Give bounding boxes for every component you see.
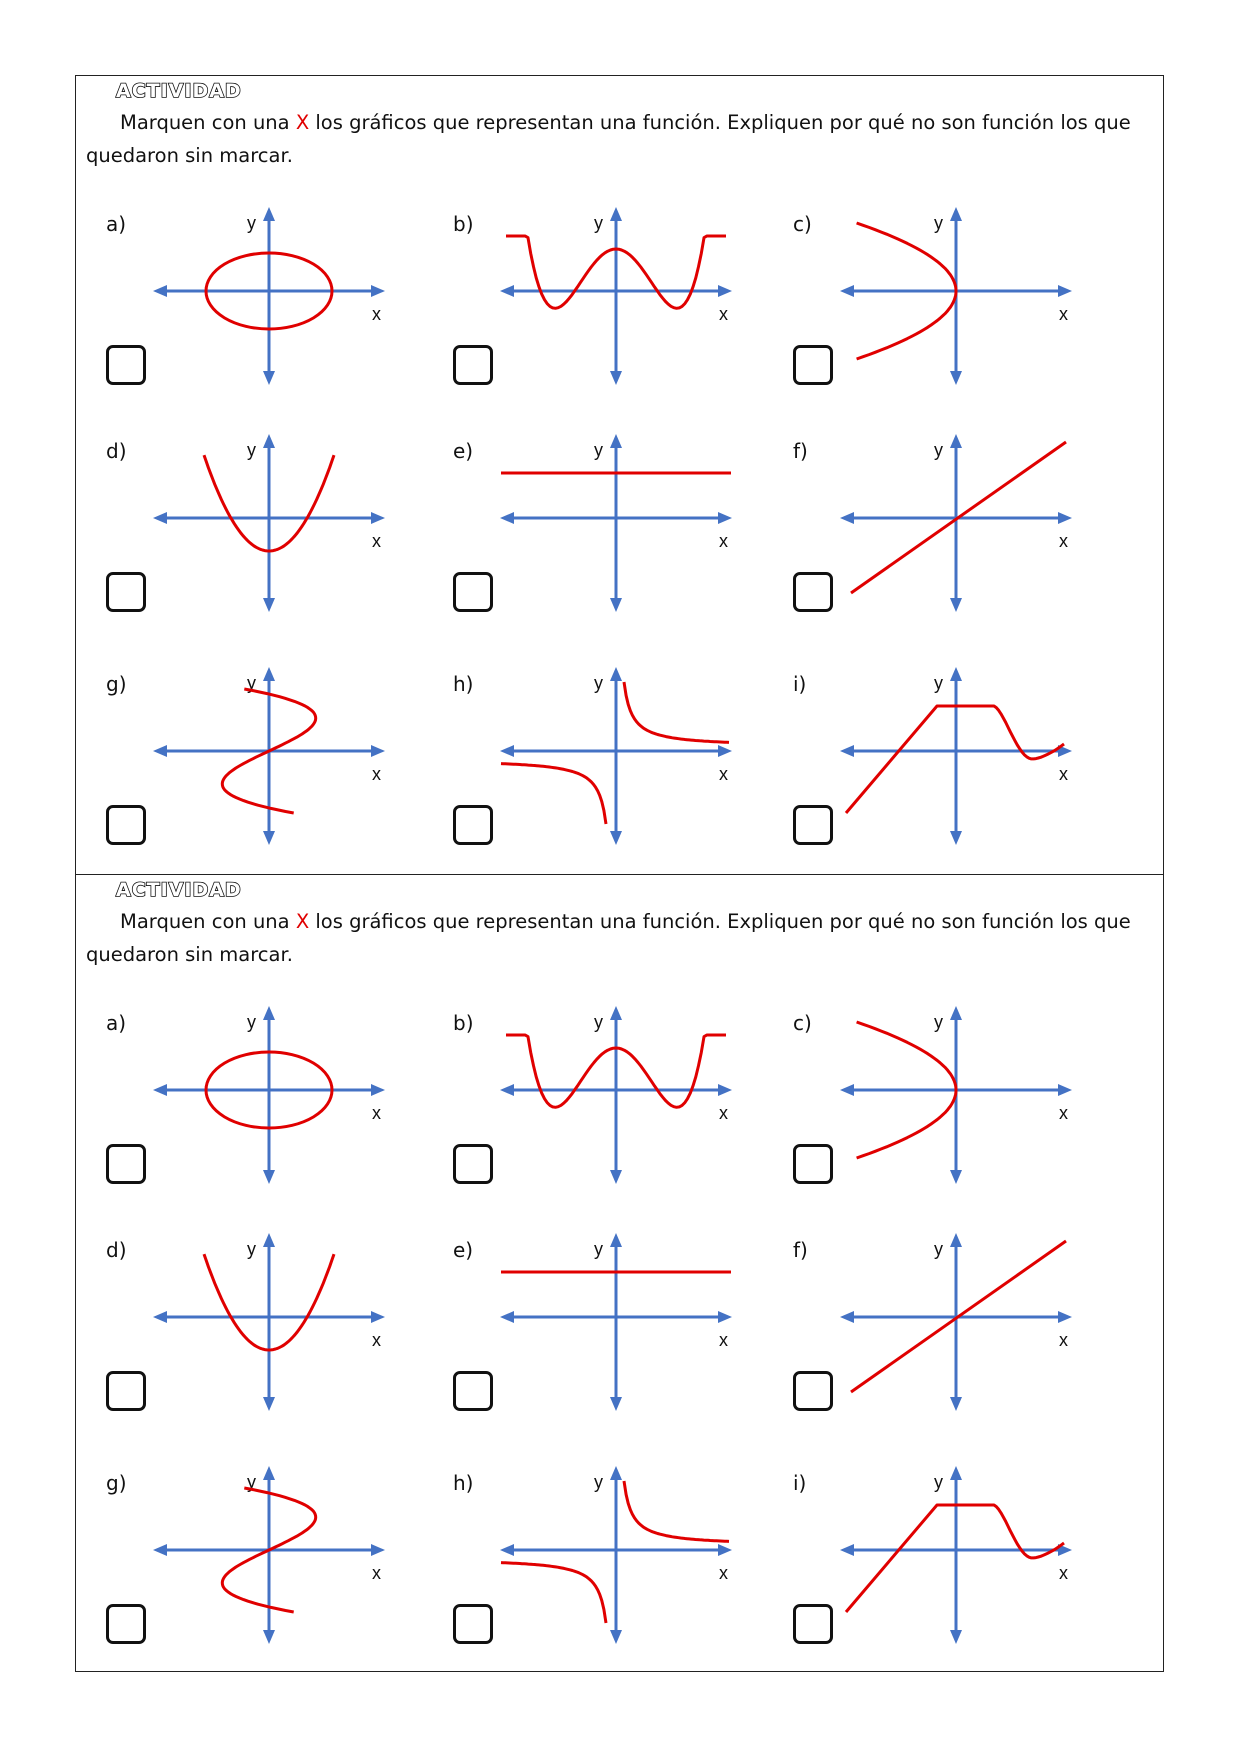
y-axis-arrow-up-icon: [610, 1006, 622, 1020]
y-axis-label: y: [594, 673, 603, 693]
graph-label: f): [793, 1238, 808, 1262]
y-axis-arrow-down-icon: [610, 598, 622, 612]
graph-d: [106, 434, 385, 612]
y-axis-arrow-up-icon: [610, 434, 622, 448]
y-axis-arrow-down-icon: [610, 1170, 622, 1184]
x-axis-arrow-left-icon: [153, 1544, 167, 1556]
y-axis-arrow-up-icon: [950, 667, 962, 681]
graph-label: a): [106, 1011, 127, 1035]
graph-d: [106, 1233, 385, 1411]
graph-c: [793, 207, 1072, 385]
x-axis-label: x: [372, 531, 381, 551]
checkbox-a[interactable]: [106, 345, 146, 385]
y-axis-label: y: [594, 1012, 603, 1032]
x-axis-label: x: [1059, 1103, 1068, 1123]
graph-label: g): [106, 672, 127, 696]
y-axis-label: y: [247, 673, 256, 693]
y-axis-arrow-up-icon: [610, 667, 622, 681]
y-axis-label: y: [247, 1472, 256, 1492]
x-axis-label: x: [719, 764, 728, 784]
y-axis-label: y: [934, 440, 943, 460]
graph-label: e): [453, 439, 474, 463]
instruction-part: los gráficos que representan una función. Expliquen por qué no son función los que quedaron sin marcar.: [86, 111, 1131, 167]
x-axis-label: x: [372, 764, 381, 784]
x-axis-label: x: [719, 1563, 728, 1583]
graph-label: f): [793, 439, 808, 463]
graph-b: [453, 1006, 732, 1184]
activity-title: ACTIVIDAD: [116, 879, 242, 901]
y-axis-arrow-up-icon: [263, 434, 275, 448]
x-axis-label: x: [1059, 531, 1068, 551]
graph-label: g): [106, 1471, 127, 1495]
x-axis-arrow-left-icon: [153, 285, 167, 297]
x-axis-label: x: [719, 1103, 728, 1123]
x-axis-arrow-right-icon: [1058, 512, 1072, 524]
y-axis-arrow-down-icon: [950, 1397, 962, 1411]
graph-label: h): [453, 1471, 474, 1495]
x-axis-label: x: [372, 304, 381, 324]
x-axis-arrow-right-icon: [718, 1084, 732, 1096]
graph-c: [793, 1006, 1072, 1184]
activity-section: [76, 874, 1163, 1673]
instruction-part: Marquen con una: [120, 910, 296, 933]
instruction-part: Marquen con una: [120, 111, 296, 134]
graph-label: d): [106, 1238, 127, 1262]
y-axis-arrow-up-icon: [950, 207, 962, 221]
y-axis-arrow-down-icon: [263, 1630, 275, 1644]
y-axis-arrow-down-icon: [950, 831, 962, 845]
graph-i: [793, 667, 1072, 845]
graph-label: d): [106, 439, 127, 463]
x-mark-symbol: X: [295, 910, 310, 933]
y-axis-label: y: [934, 673, 943, 693]
graph-label: a): [106, 212, 127, 236]
x-axis-arrow-left-icon: [840, 1544, 854, 1556]
x-axis-label: x: [372, 1330, 381, 1350]
checkbox-h[interactable]: [453, 805, 493, 845]
y-axis-arrow-up-icon: [950, 1233, 962, 1247]
checkbox-b[interactable]: [453, 1144, 493, 1184]
x-axis-arrow-right-icon: [718, 512, 732, 524]
graph-f: [793, 434, 1072, 612]
y-axis-arrow-up-icon: [263, 1233, 275, 1247]
x-axis-arrow-right-icon: [371, 745, 385, 757]
x-axis-arrow-right-icon: [371, 512, 385, 524]
x-axis-arrow-right-icon: [718, 1544, 732, 1556]
worksheet: [75, 75, 1164, 1672]
x-axis-arrow-right-icon: [371, 1544, 385, 1556]
x-axis-arrow-left-icon: [500, 285, 514, 297]
y-axis-arrow-down-icon: [263, 598, 275, 612]
y-axis-arrow-down-icon: [950, 1630, 962, 1644]
x-axis-arrow-right-icon: [1058, 1084, 1072, 1096]
x-axis-arrow-left-icon: [840, 1311, 854, 1323]
y-axis-arrow-up-icon: [263, 1466, 275, 1480]
y-axis-arrow-down-icon: [950, 371, 962, 385]
y-axis-arrow-up-icon: [610, 1233, 622, 1247]
x-axis-arrow-left-icon: [500, 1084, 514, 1096]
activity-section: [76, 76, 1163, 874]
y-axis-label: y: [247, 213, 256, 233]
activity-title: ACTIVIDAD: [116, 80, 242, 102]
graph-b: [453, 207, 732, 385]
x-axis-arrow-right-icon: [371, 1084, 385, 1096]
x-axis-arrow-left-icon: [153, 512, 167, 524]
y-axis-arrow-down-icon: [263, 831, 275, 845]
x-axis-arrow-right-icon: [371, 285, 385, 297]
graph-a: [106, 207, 385, 385]
checkbox-d[interactable]: [106, 1371, 146, 1411]
y-axis-label: y: [934, 1472, 943, 1492]
x-axis-arrow-right-icon: [1058, 285, 1072, 297]
checkbox-h[interactable]: [453, 1604, 493, 1644]
graph-i: [793, 1466, 1072, 1644]
y-axis-arrow-down-icon: [263, 1170, 275, 1184]
y-axis-label: y: [594, 213, 603, 233]
checkbox-a[interactable]: [106, 1144, 146, 1184]
checkbox-i[interactable]: [793, 805, 833, 845]
checkbox-e[interactable]: [453, 572, 493, 612]
graph-e: [453, 1233, 732, 1411]
checkbox-b[interactable]: [453, 345, 493, 385]
x-axis-arrow-right-icon: [718, 285, 732, 297]
graph-label: b): [453, 1011, 474, 1035]
checkbox-c[interactable]: [793, 1144, 833, 1184]
x-axis-arrow-left-icon: [153, 1311, 167, 1323]
y-axis-arrow-down-icon: [610, 1397, 622, 1411]
x-axis-arrow-right-icon: [718, 1311, 732, 1323]
x-axis-arrow-right-icon: [718, 745, 732, 757]
x-axis-label: x: [1059, 764, 1068, 784]
x-axis-label: x: [372, 1103, 381, 1123]
x-axis-label: x: [1059, 1330, 1068, 1350]
x-axis-arrow-left-icon: [840, 285, 854, 297]
y-axis-label: y: [934, 213, 943, 233]
y-axis-arrow-up-icon: [950, 434, 962, 448]
graph-label: h): [453, 672, 474, 696]
y-axis-label: y: [594, 440, 603, 460]
x-mark-symbol: X: [295, 111, 310, 134]
x-axis-arrow-left-icon: [500, 1544, 514, 1556]
y-axis-arrow-down-icon: [950, 1170, 962, 1184]
x-axis-arrow-left-icon: [153, 745, 167, 757]
checkbox-d[interactable]: [106, 572, 146, 612]
y-axis-arrow-up-icon: [263, 207, 275, 221]
graph-label: i): [793, 1471, 807, 1495]
x-axis-label: x: [372, 1563, 381, 1583]
x-axis-arrow-left-icon: [840, 745, 854, 757]
checkbox-e[interactable]: [453, 1371, 493, 1411]
y-axis-label: y: [247, 1012, 256, 1032]
graph-label: i): [793, 672, 807, 696]
x-axis-arrow-left-icon: [840, 512, 854, 524]
checkbox-g[interactable]: [106, 805, 146, 845]
x-axis-label: x: [1059, 304, 1068, 324]
checkbox-f[interactable]: [793, 572, 833, 612]
x-axis-arrow-left-icon: [500, 512, 514, 524]
graph-h: [453, 1466, 732, 1644]
y-axis-arrow-up-icon: [263, 1006, 275, 1020]
graph-h: [453, 667, 732, 845]
graph-a: [106, 1006, 385, 1184]
graph-label: b): [453, 212, 474, 236]
x-axis-label: x: [719, 1330, 728, 1350]
y-axis-arrow-down-icon: [610, 831, 622, 845]
y-axis-arrow-down-icon: [610, 371, 622, 385]
instruction-part: los gráficos que representan una función. Expliquen por qué no son función los que quedaron sin marcar.: [86, 910, 1131, 966]
x-axis-arrow-left-icon: [500, 745, 514, 757]
y-axis-arrow-down-icon: [610, 1630, 622, 1644]
graphs-grid: [76, 875, 1163, 1673]
graph-label: c): [793, 1011, 812, 1035]
y-axis-arrow-down-icon: [263, 371, 275, 385]
y-axis-arrow-down-icon: [950, 598, 962, 612]
y-axis-label: y: [247, 1239, 256, 1259]
y-axis-label: y: [594, 1472, 603, 1492]
checkbox-f[interactable]: [793, 1371, 833, 1411]
x-axis-arrow-left-icon: [153, 1084, 167, 1096]
graph-g: [106, 1466, 385, 1644]
graph-label: e): [453, 1238, 474, 1262]
x-axis-arrow-left-icon: [840, 1084, 854, 1096]
checkbox-g[interactable]: [106, 1604, 146, 1644]
checkbox-c[interactable]: [793, 345, 833, 385]
y-axis-label: y: [247, 440, 256, 460]
graphs-grid: [76, 76, 1163, 874]
x-axis-label: x: [719, 304, 728, 324]
y-axis-label: y: [934, 1012, 943, 1032]
y-axis-arrow-down-icon: [263, 1397, 275, 1411]
x-axis-arrow-right-icon: [1058, 1311, 1072, 1323]
y-axis-label: y: [594, 1239, 603, 1259]
y-axis-arrow-up-icon: [950, 1006, 962, 1020]
y-axis-arrow-up-icon: [263, 667, 275, 681]
graph-g: [106, 667, 385, 845]
graph-label: c): [793, 212, 812, 236]
checkbox-i[interactable]: [793, 1604, 833, 1644]
graph-e: [453, 434, 732, 612]
y-axis-label: y: [934, 1239, 943, 1259]
x-axis-arrow-right-icon: [371, 1311, 385, 1323]
x-axis-label: x: [719, 531, 728, 551]
y-axis-arrow-up-icon: [610, 1466, 622, 1480]
graph-f: [793, 1233, 1072, 1411]
y-axis-arrow-up-icon: [610, 207, 622, 221]
x-axis-label: x: [1059, 1563, 1068, 1583]
x-axis-arrow-left-icon: [500, 1311, 514, 1323]
y-axis-arrow-up-icon: [950, 1466, 962, 1480]
